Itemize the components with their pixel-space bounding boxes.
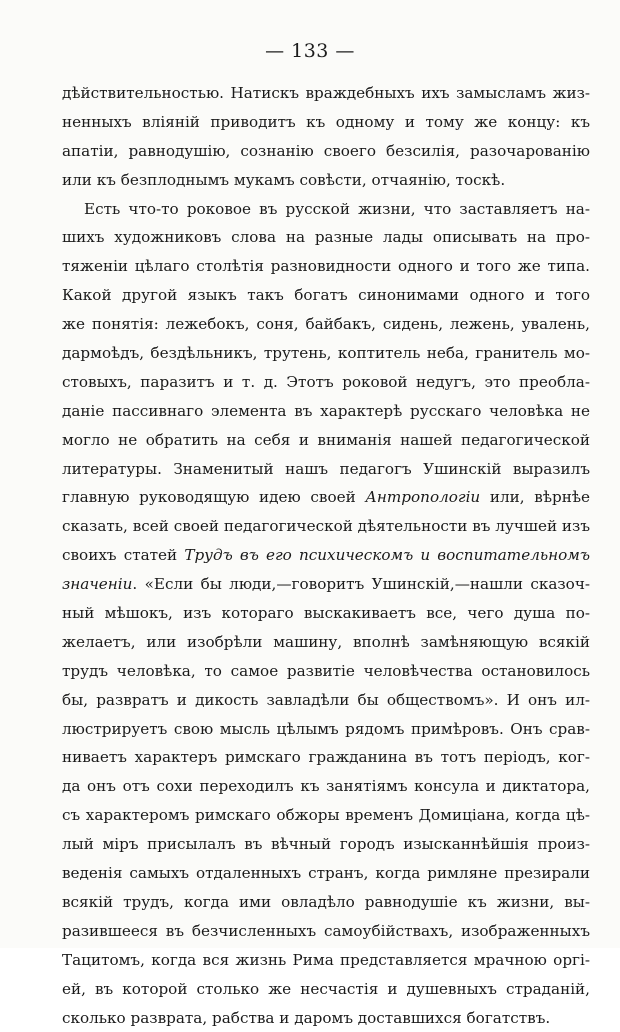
text-segment: литературы. Знаменитый нашъ педагогъ Ушинскій выразилъ xyxy=(62,460,590,478)
text-segment: ниваетъ характеръ римскаго гражданина въ тотъ періодъ, ког- xyxy=(62,748,590,766)
text-segment: ный мѣшокъ, изъ котораго выскакиваетъ все, чего душа по- xyxy=(62,604,590,622)
text-line xyxy=(62,252,590,281)
text-segment: дармоѣдъ, бездѣльникъ, трутень, коптитель неба, гранитель мо- xyxy=(62,344,590,362)
text-segment: желаетъ, или изобрѣли машину, вполнѣ замѣняющую всякій xyxy=(62,633,590,651)
text-segment: шихъ художниковъ слова на разные лады описывать на про- xyxy=(62,228,590,246)
text-line xyxy=(62,888,590,917)
text-line xyxy=(62,339,590,368)
text-line xyxy=(62,772,590,801)
text-segment: сказать, всей своей педагогической дѣятельности въ лучшей изъ xyxy=(62,517,590,535)
text-segment: Есть что-то роковое въ русской жизни, что заставляетъ на- xyxy=(84,200,590,218)
text-line xyxy=(62,599,590,628)
italic-title: Трудъ въ его психическомъ и воспитательномъ xyxy=(184,546,590,564)
text-segment: могло не обратить на себя и вниманія нашей педагогической xyxy=(62,431,590,449)
text-line xyxy=(62,426,590,455)
text-line xyxy=(62,801,590,830)
text-segment: тяженіи цѣлаго столѣтія разновидности одного и того же типа. xyxy=(62,257,590,275)
text-segment: ненныхъ вліяній приводитъ къ одному и тому же концу: къ xyxy=(62,113,590,131)
text-line xyxy=(62,108,590,137)
text-segment: всякій трудъ, когда ими овладѣло равнодушіе къ жизни, вы- xyxy=(62,893,590,911)
text-segment: Тацитомъ, когда вся жизнь Рима представляется мрачною оргі- xyxy=(62,951,590,969)
text-line xyxy=(62,975,590,1004)
text-segment: трудъ человѣка, то самое развитіе человѣчества остановилось xyxy=(62,662,590,680)
text-line xyxy=(62,946,590,975)
text-segment: . «Если бы люди,—говоритъ Ушинскій,—нашли сказоч- xyxy=(132,575,590,593)
text-segment: разившееся въ безчисленныхъ самоубійствахъ, изображенныхъ xyxy=(62,922,590,940)
text-line xyxy=(62,397,590,426)
text-segment: стовыхъ, паразитъ и т. д. Этотъ роковой недугъ, это преобла- xyxy=(62,373,590,391)
text-line xyxy=(62,223,590,252)
text-segment: или къ безплоднымъ мукамъ совѣсти, отчаянію, тоскѣ. xyxy=(62,171,505,189)
text-line xyxy=(62,512,590,541)
text-segment: лый міръ присылалъ въ вѣчный городъ изысканнѣйшія произ- xyxy=(62,835,590,853)
text-segment: апатіи, равнодушію, сознанію своего безсилія, разочарованію xyxy=(62,142,590,160)
text-segment: люстрируетъ свою мысль цѣлымъ рядомъ примѣровъ. Онъ срав- xyxy=(62,720,590,738)
text-line xyxy=(62,281,590,310)
text-segment: сколько разврата, рабства и даромъ доставшихся богатствъ. xyxy=(62,1009,550,1027)
text-segment: веденія самыхъ отдаленныхъ странъ, когда римляне презирали xyxy=(62,864,590,882)
text-segment: дѣйствительностью. Натискъ враждебныхъ ихъ замысламъ жиз- xyxy=(62,84,590,102)
text-line xyxy=(62,137,590,166)
italic-title: значеніи xyxy=(62,575,132,593)
text-line xyxy=(62,570,590,599)
text-segment: бы, развратъ и дикость завладѣли бы обществомъ». И онъ ил- xyxy=(62,691,590,709)
text-segment: же понятія: лежебокъ, соня, байбакъ, сидень, лежень, увалень, xyxy=(62,315,590,333)
text-segment: Какой другой языкъ такъ богатъ синонимами одного и того xyxy=(62,286,590,304)
text-line xyxy=(62,483,590,512)
text-segment: да онъ отъ сохи переходилъ къ занятіямъ консула и диктатора, xyxy=(62,777,590,795)
text-segment: главную руководящую идею своей xyxy=(62,488,365,506)
text-line xyxy=(62,455,590,484)
page-number: — 133 — xyxy=(0,40,620,62)
text-line xyxy=(62,368,590,397)
text-line xyxy=(62,743,590,772)
text-line xyxy=(62,715,590,744)
text-segment: своихъ статей xyxy=(62,546,184,564)
text-line xyxy=(62,657,590,686)
text-line xyxy=(62,917,590,946)
text-line xyxy=(62,195,590,224)
body-text xyxy=(62,79,590,1032)
italic-title: Антропологіи xyxy=(365,488,480,506)
text-segment: или, вѣрнѣе xyxy=(480,488,590,506)
text-line xyxy=(62,79,590,108)
text-line xyxy=(62,628,590,657)
text-line xyxy=(62,1004,590,1032)
text-line xyxy=(62,541,590,570)
text-segment: съ характеромъ римскаго обжоры временъ Домиціана, когда цѣ- xyxy=(62,806,590,824)
text-segment: даніе пассивнаго элемента въ характерѣ русскаго человѣка не xyxy=(62,402,590,420)
text-line xyxy=(62,310,590,339)
text-line xyxy=(62,166,590,195)
text-line xyxy=(62,830,590,859)
text-segment: ей, въ которой столько же несчастія и душевныхъ страданій, xyxy=(62,980,590,998)
text-line xyxy=(62,859,590,888)
text-line xyxy=(62,686,590,715)
